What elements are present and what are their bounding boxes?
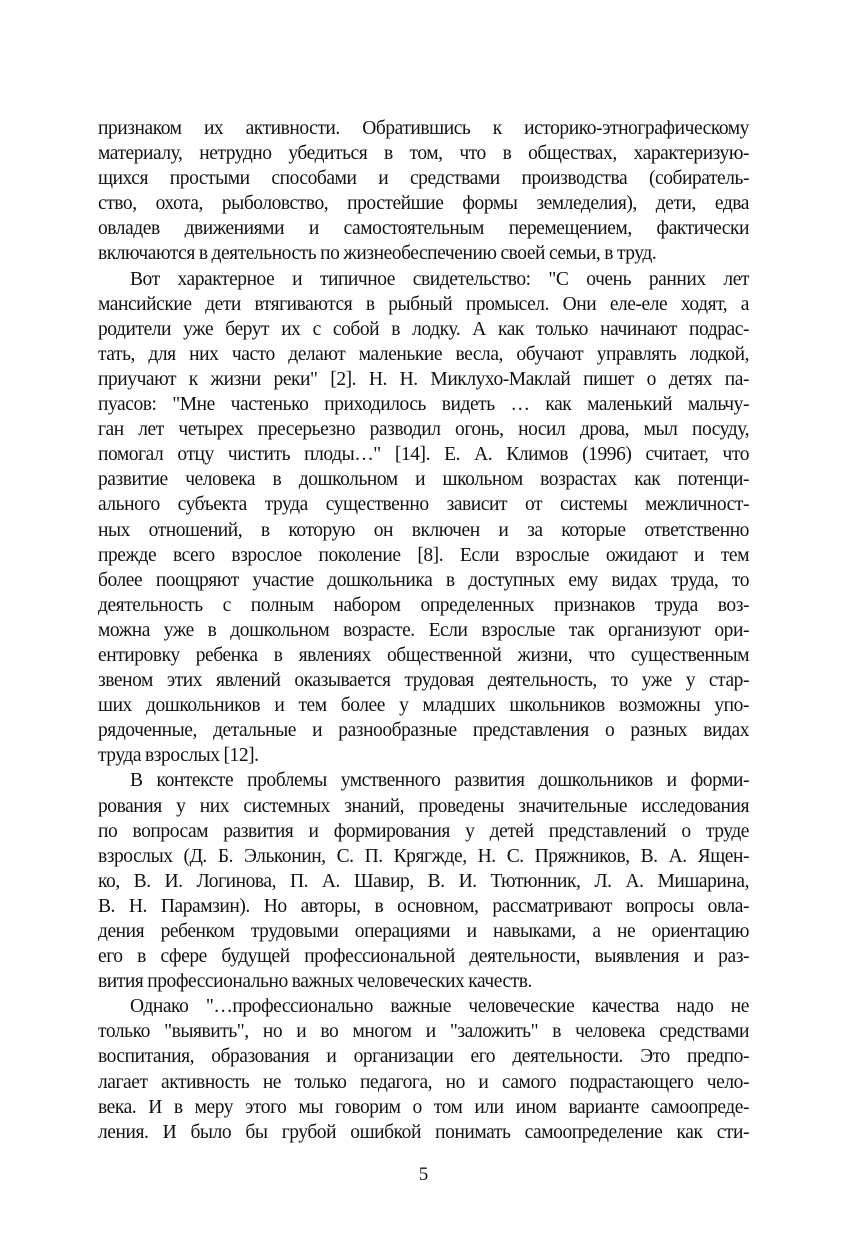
- text-line: можна уже в дошкольном возрасте. Если взрослые так организуют ори-: [98, 619, 749, 641]
- text-line: тать, для них часто делают маленькие весла, обучают управлять лодкой,: [98, 343, 749, 365]
- text-line: вития профессионально важных человеческих качеств.: [98, 971, 532, 993]
- text-line: ентировку ребенка в явлениях общественной жизни, что существенным: [98, 644, 749, 666]
- text-line: мансийские дети втягиваются в рыбный промысел. Они еле-еле ходят, а: [98, 293, 749, 315]
- text-line: воспитания, образования и организации его деятельности. Это предпо-: [98, 1046, 749, 1068]
- page-number: 5: [418, 1163, 429, 1185]
- text-line: овладев движениями и самостоятельным перемещением, фактически: [98, 218, 749, 240]
- text-line: помогал отцу чистить плоды…" [14]. Е. А. Климов (1996) считает, что: [98, 444, 749, 466]
- paragraph: [98, 768, 749, 994]
- text-line: деятельность с полным набором определенных признаков труда воз-: [98, 594, 749, 616]
- text-line: Однако "…профессионально важные человеческие качества надо не: [130, 996, 749, 1018]
- text-line: ления. И было бы грубой ошибкой понимать самоопределение как сти-: [98, 1121, 749, 1143]
- text-line: рования у них системных знаний, проведены значительные исследования: [98, 795, 749, 817]
- text-line: приучают к жизни реки" [2]. Н. Н. Миклухо-Маклай пишет о детях па-: [98, 368, 749, 390]
- text-line: ных отношений, в которую он включен и за которые ответственно: [98, 519, 749, 541]
- text-line: ство, охота, рыболовство, простейшие формы земледелия), дети, едва: [98, 193, 749, 215]
- paragraph: [98, 116, 749, 267]
- text-line: ко, В. И. Логинова, П. А. Шавир, В. И. Тютюнник, Л. А. Мишарина,: [98, 870, 749, 892]
- text-line: ган лет четырех пресерьезно разводил огонь, носил дрова, мыл посуду,: [98, 419, 749, 441]
- text-line: лагает активность не только педагога, но и самого подрастающего чело-: [98, 1071, 749, 1093]
- text-line: ального субъекта труда существенно зависит от системы межличност-: [98, 494, 749, 516]
- text-line: прежде всего взрослое поколение [8]. Если взрослые ожидают и тем: [98, 544, 749, 566]
- text-line: века. И в меру этого мы говорим о том или ином варианте самоопреде-: [98, 1096, 749, 1118]
- text-line: более поощряют участие дошкольника в доступных ему видах труда, то: [98, 569, 749, 591]
- text-line: труда взрослых [12].: [98, 745, 259, 767]
- text-line: пуасов: "Мне частенько приходилось видеть … как маленький мальчу-: [98, 394, 749, 416]
- paragraph: [98, 994, 749, 1145]
- text-line: ших дошкольников и тем более у младших школьников возможны упо-: [98, 695, 749, 717]
- text-line: признаком их активности. Обратившись к историко-этнографическому: [98, 118, 749, 139]
- text-line: взрослых (Д. Б. Эльконин, С. П. Крягжде, Н. С. Пряжников, В. А. Ящен-: [98, 845, 749, 867]
- text-line: В контексте проблемы умственного развития дошкольников и форми-: [130, 770, 749, 792]
- text-line: рядоченные, детальные и разнообразные представления о разных видах: [98, 720, 749, 742]
- text-line: Вот характерное и типичное свидетельство: "С очень ранних лет: [130, 268, 749, 290]
- text-line: звеном этих явлений оказывается трудовая деятельность, то уже у стар-: [98, 670, 749, 692]
- text-line: родители уже берут их с собой в лодку. А как только начинают подрас-: [98, 318, 749, 340]
- text-line: по вопросам развития и формирования у детей представлений о труде: [98, 820, 749, 842]
- paragraph: [98, 267, 749, 769]
- text-line: его в сфере будущей профессиональной деятельности, выявления и раз-: [98, 946, 749, 968]
- text-line: только "выявить", но и во многом и "заложить" в человека средствами: [98, 1021, 749, 1043]
- text-line: материалу, нетрудно убедиться в том, что в обществах, характеризую-: [98, 143, 749, 165]
- text-line: дения ребенком трудовыми операциями и навыками, а не ориентацию: [98, 921, 749, 942]
- text-line: включаются в деятельность по жизнеобеспечению своей семьи, в труд.: [98, 243, 657, 265]
- text-line: щихся простыми способами и средствами производства (собиратель-: [98, 168, 749, 190]
- page-body: [98, 116, 749, 1145]
- text-line: развитие человека в дошкольном и школьном возрастах как потенци-: [98, 469, 749, 491]
- text-line: В. Н. Парамзин). Но авторы, в основном, рассматривают вопросы овла-: [98, 895, 749, 917]
